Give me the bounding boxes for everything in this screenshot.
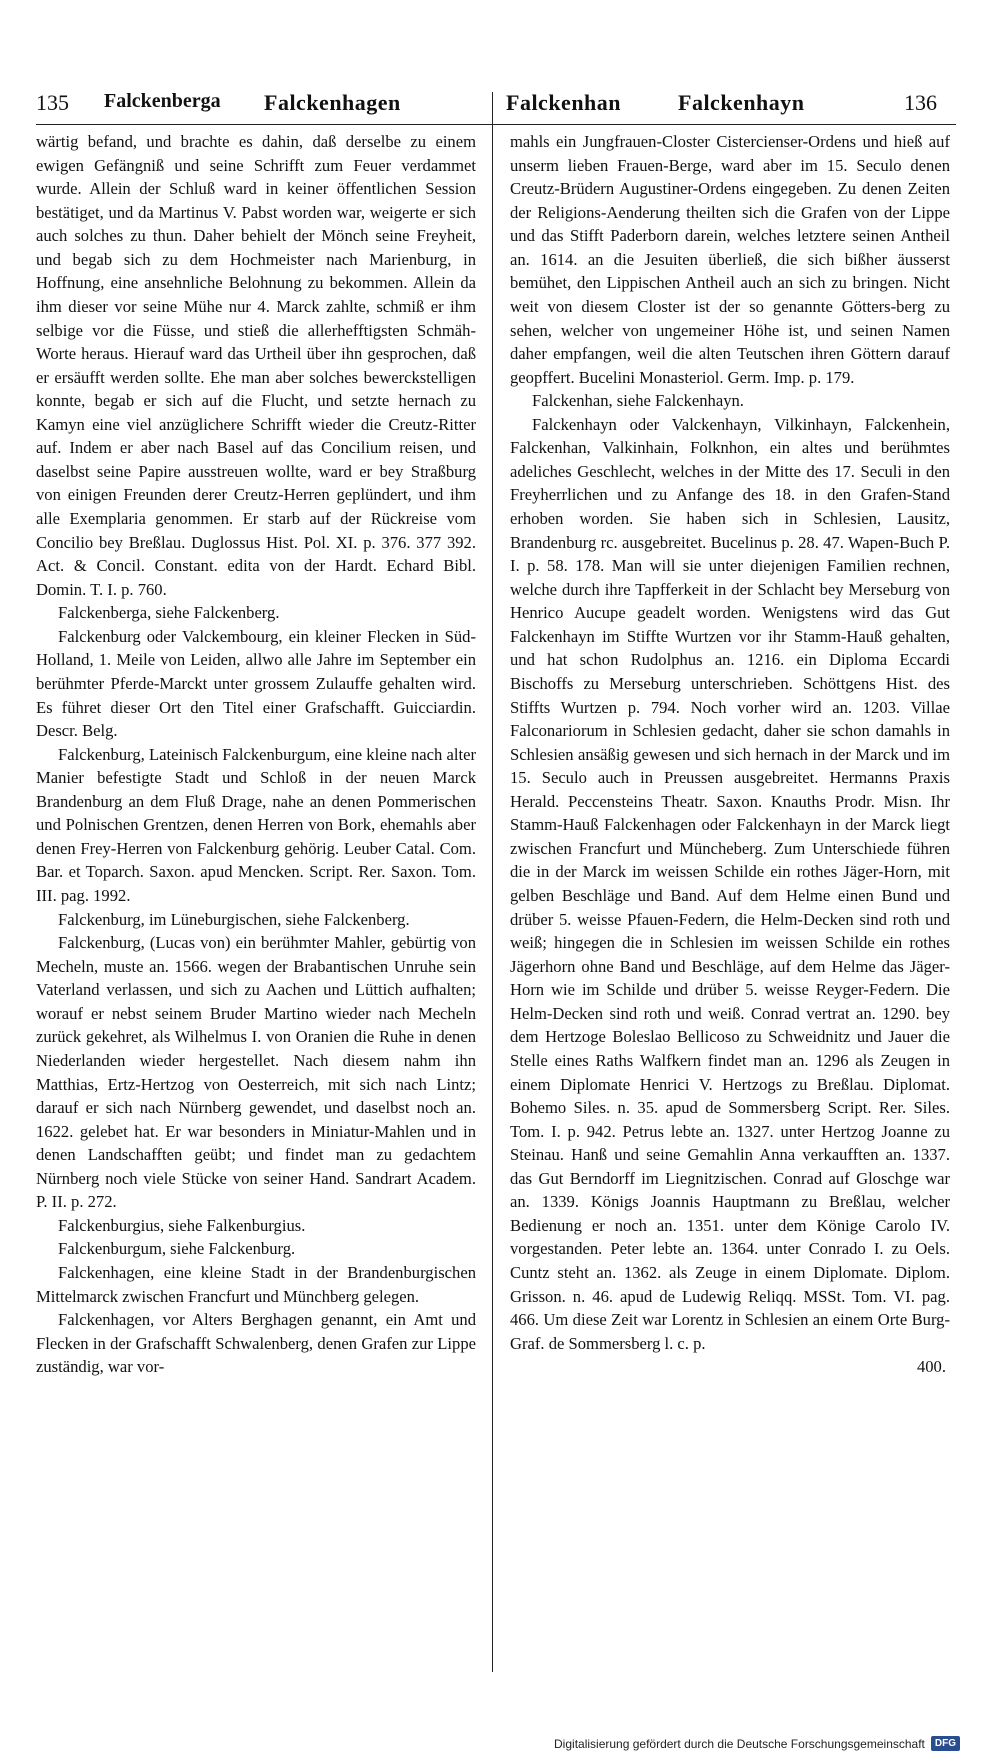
catchword: 400.	[916, 1357, 946, 1377]
entry-falckenberga: Falckenberga, siehe Falckenberg.	[58, 603, 280, 623]
left-keyword-1: Falckenberga	[104, 90, 221, 112]
right-page-number: 136	[904, 90, 937, 115]
entry-falckenhagen-amt: Falckenhagen, vor Alters Berghagen genannt, ein Amt und Flecken in der Grafschafft Schwalenberg, denen Grafen zur Lippe zuständig, war vor-	[36, 1310, 476, 1377]
entry-falckenburg-lueneburg: Falckenburg, im Lüneburgischen, siehe Falckenberg.	[58, 909, 410, 929]
digitization-credit	[554, 1736, 960, 1751]
dfg-logo: DFG	[931, 1736, 960, 1751]
credit-text: Digitalisierung gefördert durch die Deutsche Forschungsgemeinschaft	[554, 1736, 925, 1751]
entry-falckenhan: Falckenhan, siehe Falckenhayn.	[532, 391, 744, 411]
header-rule	[36, 124, 956, 125]
right-column	[510, 130, 950, 1379]
column-divider	[492, 92, 493, 1672]
entry-falckenburgum: Falckenburgum, siehe Falckenburg.	[58, 1239, 296, 1259]
right-keyword-2: Falckenhayn	[678, 90, 805, 115]
right-keyword-1: Falckenhan	[506, 90, 622, 115]
entry-continuation-right: mahls ein Jungfrauen-Closter Cistercienser-Ordens und hieß auf unserm lieben Frauen-Berge, ward aber im 15. Seculo denen Creutz-Brüdern Augustiner-Ordens eingegeben. Zu denen Zeiten der Religions-Aenderung theilten sich die Grafen von der Lippe und das Stifft Paderborn darein, welches letztere seinen Antheil an. 1614. an die Jesuiten überließ, die sich bißher äusserst bemühet, den Lippischen Antheil auch an sich zu bringen. Nicht weit von diesem Closter ist der so genannte Götters-berg zu sehen, welcher von ungemeiner Höhe ist, und seinen Namen daher empfangen, weil die alten Teutschen ihren Göttern darauf geopffert. Bucelini Monasteriol. Germ. Imp. p. 179.	[510, 132, 950, 387]
entry-falckenburg-brandenburg: Falckenburg, Lateinisch Falckenburgum, eine kleine nach alter Manier befestigte Stadt und Schloß in der neuen Marck Brandenburg an dem Fluß Drage, nahe an denen Pommerischen und Polnischen Grentzen, denen Herren von Bork, ehemahls aber denen Frey-Herren von Falckenburg gehörig. Leuber Catal. Com. Bar. et Toparch. Saxon. apud Mencken. Script. Rer. Saxon. Tom. III. pag. 1992.	[36, 744, 476, 905]
left-page-number: 135	[36, 90, 69, 115]
entry-falckenhagen-stadt: Falckenhagen, eine kleine Stadt in der Brandenburgischen Mittelmarck zwischen Francfurt und Münchberg gelegen.	[36, 1263, 476, 1306]
left-column	[36, 130, 476, 1379]
entry-continuation: wärtig befand, und brachte es dahin, daß derselbe zu einem ewigen Gefängniß und seine Schrifft zum Feuer verdammet wurde. Allein der Schluß ward in keiner öffentlichen Session bestätiget, und da Martinus V. Pabst worden war, weigerte er sich auch solches zu thun. Daher behielt der Mönch seine Freyheit, und begab sich zu dem Hochmeister nach Marienburg, in Hoffnung, eine ansehnliche Belohnung zu bekommen. Allein da ihm dieser vor seine Mühe nur 4. Marck zahlte, schmiß er ihm selbige vor die Füsse, und stieß die allerhefftigsten Schmäh-Worte heraus. Hierauf ward das Urtheil über ihn gesprochen, daß er ersäufft werden sollte. Ehe man aber solches bewerckstelligen konnte, begab er sich auf die Flucht, und setzte hernach zu Kamyn eine viel anzüglichere Schrifft wieder die Creutz-Ritter auf. Indem er aber nach Basel auf das Concilium reisen, und daselbst seine Papire ausstreuen wollte, ward er bey Straßburg von einigen Freunden derer Creutz-Herren geplündert, und ihm alle Exemplaria genommen. Er starb auf der Rückreise vom Concilio bey Breßlau. Duglossus Hist. Pol. XI. p. 376. 377 392. Act. & Concil. Constant. edita von der Hardt. Echard Bibl. Domin. T. I. p. 760.	[36, 132, 476, 599]
entry-falckenburgius: Falckenburgius, siehe Falkenburgius.	[58, 1215, 306, 1235]
entry-falckenhayn: Falckenhayn oder Valckenhayn, Vilkinhayn, Falckenhein, Falckenhan, Valkinhain, Folknhon, ein altes und berühmtes adeliches Geschlecht, welches in der Mitte des 17. Seculi in den Freyherrlichen und zu Anfange des 18. in den Grafen-Stand erhoben worden. Sie haben sich in Schlesien, Lausitz, Brandenburg rc. ausgebreitet. Bucelinus p. 28. 47. Wapen-Buch P. I. p. 58. 178. Man will sie unter diejenigen Familien rechnen, welche durch ihre Tapfferkeit in der Schlacht bey Merseburg von Henrico Aucupe geadelt worden. Wenigstens wird das Gut Falckenhayn im Stiffte Wurtzen vor ihr Stamm-Hauß gehalten, und hat schon Rudolphus an. 1216. ein Diploma Eccardi Bischoffs zu Merseburg unterschrieben. Schöttgens Hist. des Stiffts Wurtzen p. 794. Noch vorher wird an. 1203. Villae Falconariorum in Schlesien gedacht, daher sie schon damahls in Schlesien ansäßig gewesen und sich hernach in der Marck und im 15. Seculo auch in Preussen ausgebreitet. Hermanns Praxis Herald. Peccensteins Theatr. Saxon. Knauths Prodr. Misn. Ihr Stamm-Hauß Falckenhagen oder Falckenhayn in der Marck liegt zwischen Francfurt und Müncheberg. Zum Unterschiede führen die in der Marck im weissen Schilde ein rothes Jäger-Horn, mit gelben Beschläge und Band. Auf dem Helme einen Bund und drüber 5. weisse Pfauen-Federn, die Helm-Decken sind roth und weiß; hingegen die in Schlesien im weissen Schilde ein rothes Jägerhorn ohne Band und Beschläge, auf dem Helme das Jäger-Horn wie im Schilde und drüber 5. weisse Reyger-Federn. Die Helm-Decken sind roth und weiß. Conrad vertrat an. 1290. bey dem Hertzoge Boleslao Bellicoso zu Schweidnitz und Jauer die Stelle eines Raths Walfkern findet man an. 1296 als Zeugen in einem Diplomate Henrici V. Hertzogs zu Breßlau. Diplomat. Bohemo Siles. n. 35. apud de Sommersberg Script. Rer. Siles. Tom. I. p. 942. Petrus lebte an. 1327. unter Hertzog Joanne zu Steinau. Hanß und seine Gemahlin Anna verkaufften an. 1337. das Gut Berndorff im Liegnitzischen. Conrad auf Gloschge war an. 1339. Königs Joannis Hauptmann zu Breßlau, welcher Bedienung er noch an. 1351. unter dem Könige Carolo IV. vorgestanden. Peter lebte an. 1364. unter Conrado I. zu Oels. Cuntz steht an. 1362. als Zeuge in einem Diplomate. Diplom. Grisson. n. 46. apud de Ludewig Reliqq. MSSt. Tom. VI. pag. 466. Um diese Zeit war Lorentz in Schlesien an einem Orte Burg-Graf. de Sommersberg l. c. p.	[510, 414, 950, 1353]
left-keyword-2: Falckenhagen	[264, 90, 401, 115]
entry-falckenburg-lucas: Falckenburg, (Lucas von) ein berühmter Mahler, gebürtig von Mecheln, muste an. 1566. wegen der Brabantischen Unruhe sein Vaterland verlassen, und sich zu Aachen und Lüttich aufhalten; worauf er nebst seinem Bruder Martino wieder nach Mecheln zurück gekehret, als Wilhelmus I. von Oranien die Ruhe in denen Niederlanden wieder hergestellet. Nach diesem nahm ihn Matthias, Ertz-Hertzog von Oesterreich, mit sich nach Lintz; darauf er sich nach Nürnberg gewendet, und daselbst noch an. 1622. gelebet hat. Er war besonders in Miniatur-Mahlen und in denen Landschafften geübt; und findet man zu gedachtem Nürnberg noch viele Stücke von seiner Hand. Sandrart Academ. P. II. p. 272.	[36, 933, 476, 1212]
running-head	[36, 90, 956, 124]
entry-falckenburg-holland: Falckenburg oder Valckembourg, ein kleiner Flecken in Süd-Holland, 1. Meile von Leiden, allwo alle Jahre im September ein berühmter Pferde-Marckt unter grossem Zulauffe gehalten wird. Es führet dieser Ort den Titel einer Grafschafft. Guicciardin. Descr. Belg.	[36, 626, 476, 741]
